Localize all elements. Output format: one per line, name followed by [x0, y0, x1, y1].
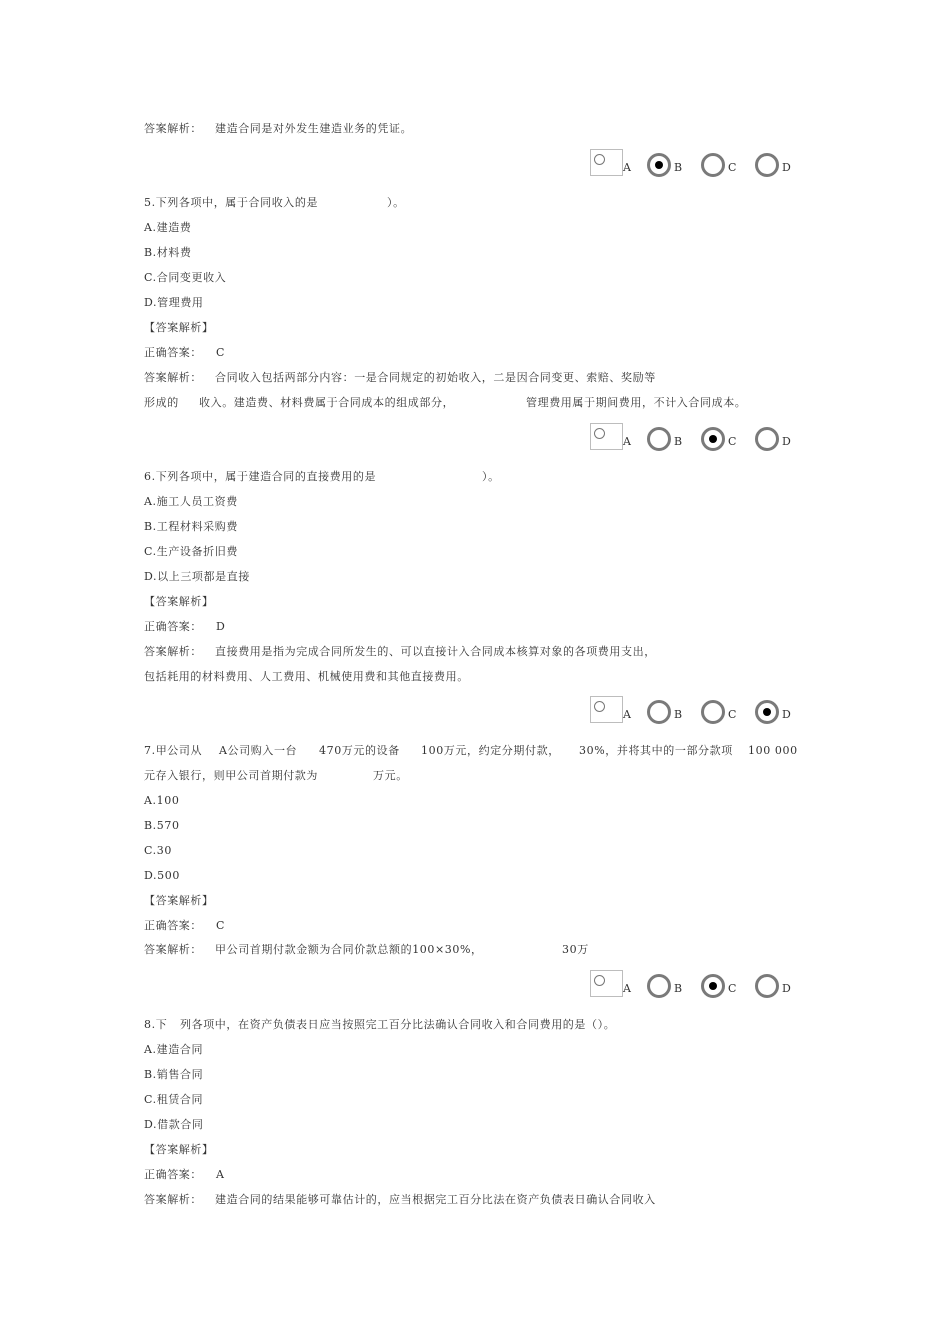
text-line: 【答案解析】: [144, 595, 214, 608]
radio-circle-icon[interactable]: [647, 153, 671, 177]
text-line: 答案解析：: [144, 371, 202, 384]
text-line: A.施工人员工资费: [144, 495, 238, 508]
choice-label: C: [728, 708, 737, 721]
text-line: 8.下: [144, 1018, 168, 1031]
choice-label: B: [674, 708, 683, 721]
radio-circle-icon[interactable]: [755, 153, 779, 177]
text-line: ）。: [482, 470, 500, 483]
choice-label: D: [782, 161, 791, 174]
radio-circle-icon[interactable]: [701, 427, 725, 451]
radio-box-icon[interactable]: [590, 149, 623, 176]
answer-choice-group: [590, 970, 800, 998]
text-line: 万元。: [373, 769, 408, 782]
text-line: 列各项中，在资产负债表日应当按照完工百分比法确认合同收入和合同费用的是（）。: [180, 1018, 616, 1031]
text-line: 答案解析：: [144, 943, 202, 956]
text-line: 形成的: [144, 396, 179, 409]
text-line: 正确答案：: [144, 346, 202, 359]
text-line: 30万: [562, 943, 589, 956]
text-line: 100万元，约定分期付款，: [421, 744, 560, 757]
choice-label: C: [728, 435, 737, 448]
answer-choice-group: [590, 696, 800, 724]
radio-circle-icon[interactable]: [647, 974, 671, 998]
text-line: D.管理费用: [144, 296, 204, 309]
text-line: 正确答案：: [144, 1168, 202, 1181]
text-line: 5.下列各项中，属于合同收入的是: [144, 196, 319, 209]
text-line: 【答案解析】: [144, 1143, 214, 1156]
radio-box-icon[interactable]: [590, 423, 623, 450]
choice-label: B: [674, 161, 683, 174]
text-line: 直接费用是指为完成合同所发生的、可以直接计入合同成本核算对象的各项费用支出，: [215, 645, 656, 658]
text-line: C.生产设备折旧费: [144, 545, 238, 558]
choice-label: A: [623, 435, 631, 448]
radio-circle-icon[interactable]: [647, 427, 671, 451]
choice-label: B: [674, 435, 683, 448]
text-line: C.30: [144, 844, 172, 857]
choice-label: C: [728, 161, 737, 174]
choice-label: D: [782, 708, 791, 721]
text-line: 正确答案：: [144, 620, 202, 633]
text-line: 管理费用属于期间费用，不计入合同成本。: [526, 396, 747, 409]
choice-label: A: [623, 708, 631, 721]
text-line: B.570: [144, 819, 180, 832]
text-line: A.100: [144, 794, 180, 807]
radio-circle-icon[interactable]: [701, 974, 725, 998]
text-line: B.工程材料采购费: [144, 520, 238, 533]
radio-circle-icon[interactable]: [755, 427, 779, 451]
text-line: A公司购入一台: [219, 744, 298, 757]
choice-label: D: [782, 982, 791, 995]
text-line: 答案解析：: [144, 645, 202, 658]
text-line: A.建造合同: [144, 1043, 204, 1056]
text-line: 7.甲公司从: [144, 744, 203, 757]
text-line: 合同收入包括两部分内容：一是合同规定的初始收入，二是因合同变更、索赔、奖励等: [215, 371, 656, 384]
text-line: C: [216, 346, 226, 359]
text-line: 正确答案：: [144, 919, 202, 932]
text-line: C.租赁合同: [144, 1093, 204, 1106]
text-line: C.合同变更收入: [144, 271, 227, 284]
text-line: 470万元的设备: [319, 744, 400, 757]
text-line: B.材料费: [144, 246, 192, 259]
radio-circle-icon[interactable]: [647, 700, 671, 724]
text-line: D.以上三项都是直接: [144, 570, 250, 583]
choice-label: D: [782, 435, 791, 448]
text-line: D.借款合同: [144, 1118, 204, 1131]
radio-box-icon[interactable]: [590, 696, 623, 723]
text-line: 收入。建造费、材料费属于合同成本的组成部分，: [199, 396, 455, 409]
text-line: 建造合同的结果能够可靠估计的，应当根据完工百分比法在资产负债表日确认合同收入: [215, 1193, 656, 1206]
text-line: C: [216, 919, 226, 932]
text-line: 甲公司首期付款金额为合同价款总额的100×30%，: [215, 943, 483, 956]
text-line: A.建造费: [144, 221, 192, 234]
text-line: 答案解析：: [144, 122, 202, 135]
text-line: D.500: [144, 869, 180, 882]
choice-label: C: [728, 982, 737, 995]
text-line: D: [216, 620, 226, 633]
text-line: 答案解析：: [144, 1193, 202, 1206]
radio-box-icon[interactable]: [590, 970, 623, 997]
choice-label: A: [623, 982, 631, 995]
choice-label: B: [674, 982, 683, 995]
answer-choice-group: [590, 149, 800, 177]
text-line: B.销售合同: [144, 1068, 204, 1081]
text-line: 建造合同是对外发生建造业务的凭证。: [215, 122, 413, 135]
text-line: 6.下列各项中，属于建造合同的直接费用的是: [144, 470, 377, 483]
text-line: A: [216, 1168, 225, 1181]
text-line: ）。: [387, 196, 405, 209]
radio-circle-icon[interactable]: [755, 974, 779, 998]
text-line: 【答案解析】: [144, 321, 214, 334]
text-line: 30%，并将其中的一部分款项: [579, 744, 733, 757]
text-line: 元存入银行，则甲公司首期付款为: [144, 769, 318, 782]
text-line: 100 000: [748, 744, 798, 757]
text-line: 包括耗用的材料费用、人工费用、机械使用费和其他直接费用。: [144, 670, 469, 683]
radio-circle-icon[interactable]: [755, 700, 779, 724]
radio-circle-icon[interactable]: [701, 700, 725, 724]
radio-circle-icon[interactable]: [701, 153, 725, 177]
answer-choice-group: [590, 423, 800, 451]
choice-label: A: [623, 161, 631, 174]
text-line: 【答案解析】: [144, 894, 214, 907]
